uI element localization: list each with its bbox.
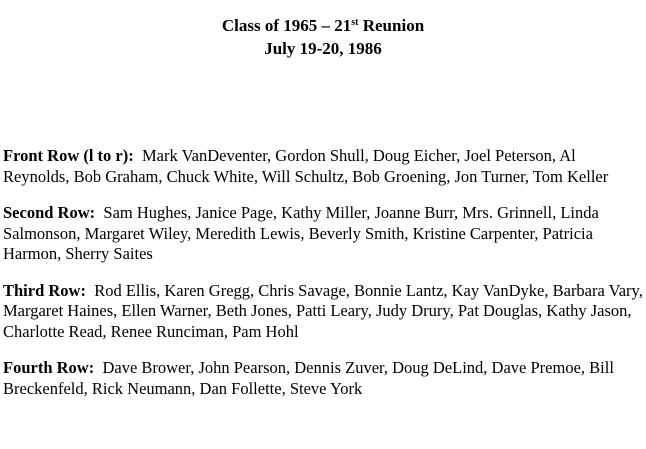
title-suffix: Reunion (358, 16, 425, 35)
document-title (0, 14, 646, 37)
document-header (0, 14, 646, 60)
row-names: Sam Hughes, Janice Page, Kathy Miller, Joanne Burr, Mrs. Grinnell, Linda Salmonson, Margaret Wiley, Meredith Lewis, Beverly Smith, Kristine Carpenter, Patricia Harmon, Sherry Saites (3, 203, 599, 263)
row-label: Front Row (l to r): (3, 146, 134, 165)
title-prefix: Class of 1965 – 21 (221, 16, 352, 35)
second-row-caption (3, 203, 643, 265)
front-row-caption (3, 146, 643, 187)
photo-caption-rows (3, 146, 643, 415)
title-superscript: st (351, 17, 359, 28)
row-names: Rod Ellis, Karen Gregg, Chris Savage, Bonnie Lantz, Kay VanDyke, Barbara Vary, Margaret Haines, Ellen Warner, Beth Jones, Patti Leary, Judy Drury, Pat Douglas, Kathy Jason, Charlotte Read, Renee Runciman, Pam Hohl (3, 280, 643, 341)
row-label: Third Row: (3, 280, 86, 300)
row-label: Fourth Row: (3, 358, 95, 377)
row-names: Mark VanDeventer, Gordon Shull, Doug Eicher, Joel Peterson, Al Reynolds, Bob Graham, Chuck White, Will Schultz, Bob Groening, Jon Turner, Tom Keller (3, 146, 609, 186)
third-row-caption (3, 281, 643, 343)
row-names: Dave Brower, John Pearson, Dennis Zuver, Doug DeLind, Dave Premoe, Bill Breckenfeld, Rick Neumann, Dan Follette, Steve York (3, 358, 614, 398)
row-label: Second Row: (3, 203, 96, 222)
document-date: July 19-20, 1986 (264, 39, 382, 58)
fourth-row-caption (3, 358, 643, 399)
